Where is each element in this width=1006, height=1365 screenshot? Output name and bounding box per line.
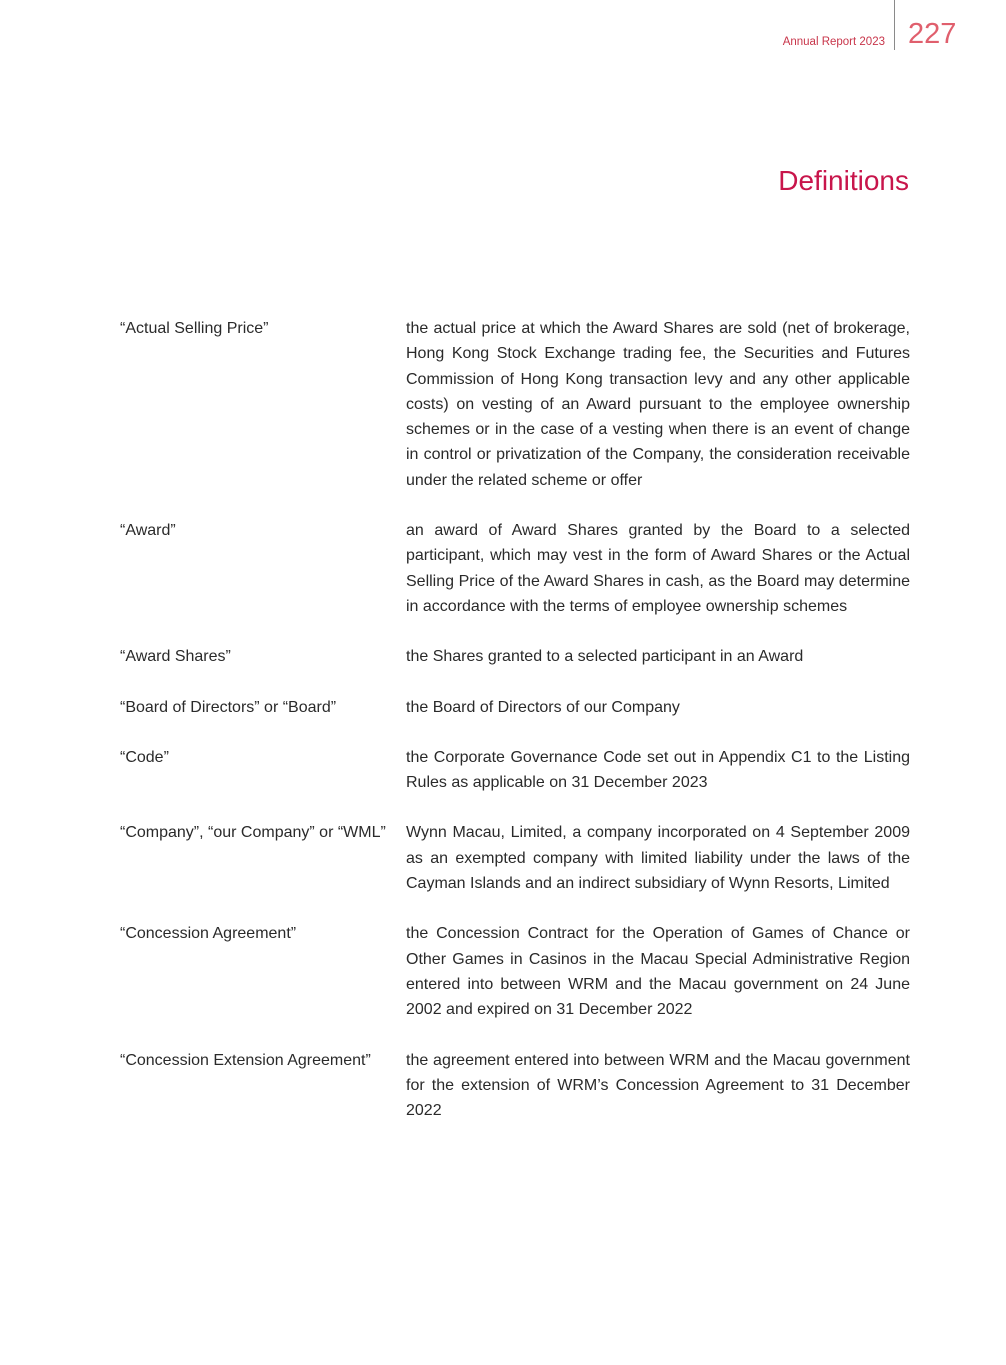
definition-row <box>120 695 910 720</box>
page-header <box>0 0 1006 60</box>
definition-term: “Board of Directors” or “Board” <box>120 698 337 716</box>
definition-term: “Company”, “our Company” or “WML” <box>120 824 386 842</box>
definition-term: “Concession Extension Agreement” <box>120 1051 371 1069</box>
definition-term: “Award” <box>120 522 176 540</box>
header-divider <box>894 0 895 50</box>
definition-description: the actual price at which the Award Shares are sold (net of brokerage, Hong Kong Stock Exchange trading fee, the Securities and Futures Commission of Hong Kong transaction levy and any other applicable costs) on vesting of an Award pursuant to the employee ownership schemes or in the case of a vesting when there is an event of change in control or privatization of the Company, the consideration receivable under the related scheme or offer <box>406 320 910 489</box>
definition-description: the Shares granted to a selected participant in an Award <box>406 648 804 666</box>
definition-row <box>120 644 910 669</box>
definition-description: Wynn Macau, Limited, a company incorporated on 4 September 2009 as an exempted company with limited liability under the laws of the Cayman Islands and an indirect subsidiary of Wynn Resorts, Limited <box>406 824 910 893</box>
definition-term: “Award Shares” <box>120 648 231 666</box>
definition-row <box>120 820 910 896</box>
definition-description: the Concession Contract for the Operation of Games of Chance or Other Games in Casinos in the Macau Special Administrative Region entered into between WRM and the Macau government on 24 June 2002 and expired on 31 December 2022 <box>406 925 910 1019</box>
definition-description: the Board of Directors of our Company <box>406 698 680 716</box>
definition-description: the Corporate Governance Code set out in Appendix C1 to the Listing Rules as applicable on 31 December 2023 <box>406 748 910 792</box>
definition-term: “Code” <box>120 748 169 766</box>
definition-term: “Concession Agreement” <box>120 925 297 943</box>
definition-row <box>120 518 910 619</box>
definition-row <box>120 1048 910 1124</box>
definition-row <box>120 921 910 1022</box>
definitions-list <box>120 316 910 1148</box>
report-label: Annual Report 2023 <box>782 36 885 48</box>
page-number: 227 <box>908 18 957 50</box>
definition-row <box>120 745 910 796</box>
definition-description: an award of Award Shares granted by the Board to a selected participant, which may vest in the form of Award Shares or the Actual Selling Price of the Award Shares in cash, as the Board may determine in accordance with the terms of employee ownership schemes <box>406 522 910 615</box>
page-title: Definitions <box>778 165 909 196</box>
definition-term: “Actual Selling Price” <box>120 320 269 337</box>
definition-row <box>120 316 910 493</box>
definition-description: the agreement entered into between WRM and the Macau government for the extension of WRM’s Concession Agreement to 31 December 2022 <box>406 1051 910 1120</box>
